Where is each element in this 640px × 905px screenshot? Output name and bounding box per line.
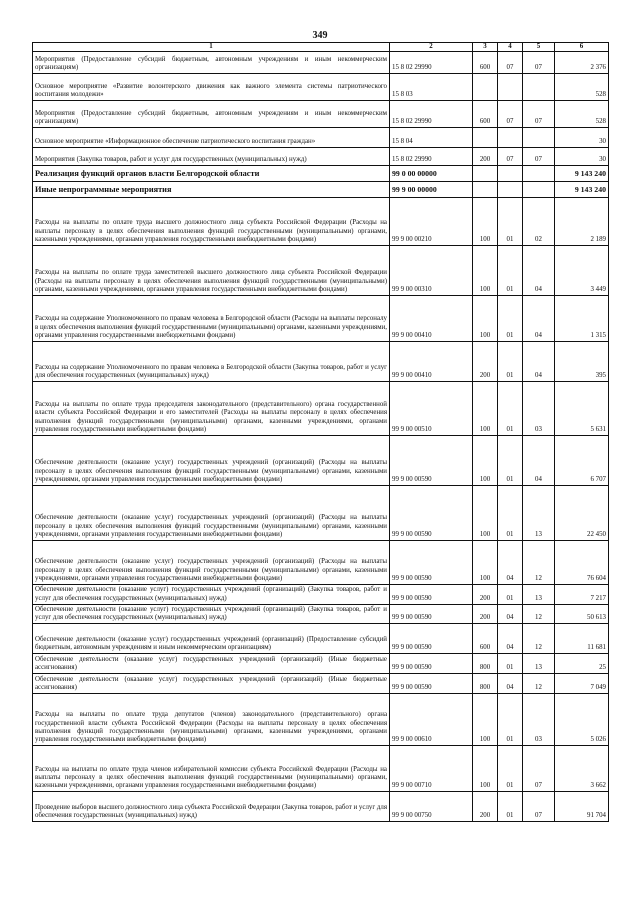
- row-target-code: 15 8 02 29990: [390, 148, 473, 166]
- row-expense-type: 600: [473, 624, 498, 654]
- row-amount: 22 450: [555, 486, 609, 541]
- row-amount: 7 217: [555, 585, 609, 605]
- table-row: [33, 52, 609, 74]
- row-subsection: 13: [523, 486, 555, 541]
- row-amount: 25: [555, 654, 609, 674]
- row-subsection: 04: [523, 296, 555, 342]
- row-subsection: 07: [523, 52, 555, 74]
- table-row: [33, 792, 609, 822]
- table-row: [33, 604, 609, 624]
- row-description: Расходы на содержание Уполномоченного по правам человека в Белгородской области (Расходы на выплаты персоналу в целях обеспечения выполнения функций государственными (муниципальными) органами, казенными учреждениями, органами управления государственными внебюджетными фондами): [33, 296, 390, 342]
- row-expense-type: 100: [473, 296, 498, 342]
- table-row: [33, 382, 609, 436]
- table-row: [33, 148, 609, 166]
- row-target-code: 99 9 00 00750: [390, 792, 473, 822]
- row-expense-type: 100: [473, 746, 498, 792]
- row-description: Обеспечение деятельности (оказание услуг) государственных учреждений (организаций) (Расходы на выплаты персоналу в целях обеспечения выполнения функций государственными (муниципальными) органами, казенными учреждениями, органами управления государственными внебюджетными фондами): [33, 436, 390, 486]
- row-description: Основное мероприятие «Развитие волонтерского движения как важного элемента системы патриотического воспитания молодежи»: [33, 74, 390, 101]
- row-target-code: 99 9 00 00590: [390, 486, 473, 541]
- row-target-code: 99 9 00 00590: [390, 654, 473, 674]
- table-row: [33, 624, 609, 654]
- row-subsection: 13: [523, 654, 555, 674]
- row-description: Расходы на выплаты по оплате труда депутатов (членов) законодательного (представительного) органа государственной власти субъекта Российской Федерации (Расходы на выплаты персоналу в целях обеспечения выполнения функций государственными (муниципальными) органами, казенными учреждениями, органами управления государственными внебюджетными фондами): [33, 694, 390, 746]
- row-section: 01: [498, 746, 523, 792]
- row-amount: 50 613: [555, 604, 609, 624]
- row-section: 01: [498, 585, 523, 605]
- row-target-code: 15 8 02 29990: [390, 101, 473, 128]
- row-target-code: 15 8 02 29990: [390, 52, 473, 74]
- table-body: [33, 52, 609, 822]
- table-row: [33, 101, 609, 128]
- row-expense-type: 200: [473, 342, 498, 382]
- row-amount: 3 449: [555, 246, 609, 296]
- row-section: 01: [498, 694, 523, 746]
- row-target-code: 99 9 00 00210: [390, 198, 473, 246]
- row-expense-type: 100: [473, 246, 498, 296]
- row-description: Обеспечение деятельности (оказание услуг) государственных учреждений (организаций) (Предоставление субсидий бюджетным, автономным учреждениям и иным некоммерческим организациям): [33, 624, 390, 654]
- header-col-1: 1: [33, 43, 390, 52]
- row-subsection: 03: [523, 694, 555, 746]
- row-expense-type: [473, 74, 498, 101]
- row-target-code: 99 9 00 00410: [390, 342, 473, 382]
- row-amount: 30: [555, 148, 609, 166]
- table-row: [33, 486, 609, 541]
- row-description: Обеспечение деятельности (оказание услуг) государственных учреждений (организаций) (Закупка товаров, работ и услуг для обеспечения государственных (муниципальных) нужд): [33, 585, 390, 605]
- row-description: Обеспечение деятельности (оказание услуг) государственных учреждений (организаций) (Расходы на выплаты персоналу в целях обеспечения выполнения функций государственными (муниципальными) органами, казенными учреждениями, органами управления государственными внебюджетными фондами): [33, 541, 390, 585]
- row-subsection: 12: [523, 604, 555, 624]
- row-target-code: 99 9 00 00590: [390, 585, 473, 605]
- row-description: Обеспечение деятельности (оказание услуг) государственных учреждений (организаций) (Иные бюджетные ассигнования): [33, 674, 390, 694]
- row-amount: 1 315: [555, 296, 609, 342]
- table-row: [33, 694, 609, 746]
- row-expense-type: 100: [473, 436, 498, 486]
- table-row: [33, 166, 609, 182]
- row-subsection: [523, 166, 555, 182]
- row-amount: 76 604: [555, 541, 609, 585]
- row-target-code: 99 9 00 00710: [390, 746, 473, 792]
- row-amount: 9 143 240: [555, 182, 609, 198]
- row-amount: 9 143 240: [555, 166, 609, 182]
- row-description: Мероприятия (Предоставление субсидий бюджетным, автономным учреждениям и иным некоммерческим организациям): [33, 101, 390, 128]
- row-description: Обеспечение деятельности (оказание услуг) государственных учреждений (организаций) (Иные бюджетные ассигнования): [33, 654, 390, 674]
- table-row: [33, 246, 609, 296]
- row-description: Реализация функций органов власти Белгородской области: [33, 166, 390, 182]
- row-section: 01: [498, 792, 523, 822]
- row-section: 01: [498, 296, 523, 342]
- row-target-code: 99 9 00 00510: [390, 382, 473, 436]
- row-section: 04: [498, 674, 523, 694]
- row-subsection: 07: [523, 148, 555, 166]
- row-section: 07: [498, 52, 523, 74]
- row-description: Расходы на содержание Уполномоченного по правам человека в Белгородской области (Закупка товаров, работ и услуг для обеспечения государственных (муниципальных) нужд): [33, 342, 390, 382]
- table-row: [33, 585, 609, 605]
- row-amount: 395: [555, 342, 609, 382]
- row-expense-type: 100: [473, 382, 498, 436]
- header-col-6: 6: [555, 43, 609, 52]
- row-subsection: 12: [523, 541, 555, 585]
- row-subsection: [523, 128, 555, 148]
- row-subsection: 12: [523, 674, 555, 694]
- row-section: 01: [498, 342, 523, 382]
- row-subsection: 12: [523, 624, 555, 654]
- row-section: 01: [498, 246, 523, 296]
- row-expense-type: [473, 166, 498, 182]
- row-expense-type: 200: [473, 604, 498, 624]
- row-section: [498, 182, 523, 198]
- budget-table: [32, 42, 609, 822]
- row-section: [498, 74, 523, 101]
- row-target-code: 99 9 00 00590: [390, 604, 473, 624]
- row-subsection: 07: [523, 746, 555, 792]
- row-description: Расходы на выплаты по оплате труда членов избирательной комиссии субъекта Российской Федерации (Расходы на выплаты персоналу в целях обеспечения выполнения функций государственными (муниципальными) органами, казенными учреждениями, органами управления государственными внебюджетными фондами): [33, 746, 390, 792]
- row-amount: 91 704: [555, 792, 609, 822]
- row-expense-type: [473, 128, 498, 148]
- table-row: [33, 182, 609, 198]
- table-row: [33, 296, 609, 342]
- row-section: 04: [498, 624, 523, 654]
- row-description: Расходы на выплаты по оплате труда председателя законодательного (представительного) органа государственной власти субъекта Российской Федерации и его заместителей (Расходы на выплаты персоналу в целях обеспечения выполнения функций государственными (муниципальными) органами, казенными учреждениями, органами управления государственными внебюджетными фондами): [33, 382, 390, 436]
- row-section: [498, 128, 523, 148]
- row-subsection: [523, 74, 555, 101]
- row-subsection: [523, 182, 555, 198]
- row-subsection: 02: [523, 198, 555, 246]
- row-amount: 3 662: [555, 746, 609, 792]
- row-amount: 5 631: [555, 382, 609, 436]
- row-expense-type: 200: [473, 148, 498, 166]
- table-header-row: [33, 43, 609, 52]
- row-expense-type: 800: [473, 654, 498, 674]
- row-description: Основное мероприятие «Информационное обеспечение патриотического воспитания граждан»: [33, 128, 390, 148]
- table-row: [33, 74, 609, 101]
- row-amount: 2 376: [555, 52, 609, 74]
- row-section: 04: [498, 604, 523, 624]
- table-row: [33, 654, 609, 674]
- row-subsection: 04: [523, 436, 555, 486]
- row-target-code: 15 8 03: [390, 74, 473, 101]
- row-target-code: 99 9 00 00610: [390, 694, 473, 746]
- row-expense-type: 200: [473, 792, 498, 822]
- row-target-code: 99 9 00 00000: [390, 182, 473, 198]
- row-description: Иные непрограммные мероприятия: [33, 182, 390, 198]
- header-col-2: 2: [390, 43, 473, 52]
- row-subsection: 07: [523, 792, 555, 822]
- row-section: 01: [498, 654, 523, 674]
- row-subsection: 04: [523, 246, 555, 296]
- row-amount: 30: [555, 128, 609, 148]
- row-description: Обеспечение деятельности (оказание услуг) государственных учреждений (организаций) (Закупка товаров, работ и услуг для обеспечения государственных (муниципальных) нужд): [33, 604, 390, 624]
- row-expense-type: 600: [473, 101, 498, 128]
- row-expense-type: 600: [473, 52, 498, 74]
- row-section: 07: [498, 148, 523, 166]
- row-amount: 7 049: [555, 674, 609, 694]
- row-amount: 6 707: [555, 436, 609, 486]
- row-section: 01: [498, 486, 523, 541]
- row-description: Мероприятия (Закупка товаров, работ и услуг для государственных (муниципальных) нужд): [33, 148, 390, 166]
- row-subsection: 07: [523, 101, 555, 128]
- row-expense-type: 800: [473, 674, 498, 694]
- row-section: [498, 166, 523, 182]
- row-description: Мероприятия (Предоставление субсидий бюджетным, автономным учреждениям и иным некоммерческим организациям): [33, 52, 390, 74]
- row-section: 01: [498, 198, 523, 246]
- page-number: 349: [312, 30, 328, 41]
- row-expense-type: 100: [473, 198, 498, 246]
- row-target-code: 15 8 04: [390, 128, 473, 148]
- table-row: [33, 342, 609, 382]
- header-col-3: 3: [473, 43, 498, 52]
- row-amount: 5 026: [555, 694, 609, 746]
- row-target-code: 99 9 00 00590: [390, 436, 473, 486]
- table-row: [33, 674, 609, 694]
- header-col-5: 5: [523, 43, 555, 52]
- row-description: Обеспечение деятельности (оказание услуг) государственных учреждений (организаций) (Расходы на выплаты персоналу в целях обеспечения выполнения функций государственными (муниципальными) органами, казенными учреждениями, органами управления государственными внебюджетными фондами): [33, 486, 390, 541]
- header-col-4: 4: [498, 43, 523, 52]
- row-expense-type: 100: [473, 694, 498, 746]
- row-amount: 528: [555, 101, 609, 128]
- row-section: 01: [498, 382, 523, 436]
- row-expense-type: 200: [473, 585, 498, 605]
- row-subsection: 13: [523, 585, 555, 605]
- row-subsection: 04: [523, 342, 555, 382]
- row-section: 04: [498, 541, 523, 585]
- row-expense-type: 100: [473, 541, 498, 585]
- row-description: Расходы на выплаты по оплате труда заместителей высшего должностного лица субъекта Российской Федерации (Расходы на выплаты персоналу в целях обеспечения выполнения функций государственными (муниципальными) органами, казенными учреждениями, органами управления государственными внебюджетными фондами): [33, 246, 390, 296]
- table-row: [33, 746, 609, 792]
- row-section: 07: [498, 101, 523, 128]
- row-subsection: 03: [523, 382, 555, 436]
- row-target-code: 99 9 00 00310: [390, 246, 473, 296]
- row-description: Расходы на выплаты по оплате труда высшего должностного лица субъекта Российской Федерации (Расходы на выплаты персоналу в целях обеспечения выполнения функций государственными (муниципальными) органами, казенными учреждениями, органами управления государственными внебюджетными фондами): [33, 198, 390, 246]
- table-row: [33, 128, 609, 148]
- table-row: [33, 198, 609, 246]
- table-row: [33, 541, 609, 585]
- row-target-code: 99 0 00 00000: [390, 166, 473, 182]
- row-amount: 528: [555, 74, 609, 101]
- row-target-code: 99 9 00 00590: [390, 624, 473, 654]
- table-row: [33, 436, 609, 486]
- row-target-code: 99 9 00 00410: [390, 296, 473, 342]
- row-target-code: 99 9 00 00590: [390, 541, 473, 585]
- row-amount: 2 189: [555, 198, 609, 246]
- row-target-code: 99 9 00 00590: [390, 674, 473, 694]
- row-expense-type: 100: [473, 486, 498, 541]
- row-section: 01: [498, 436, 523, 486]
- row-description: Проведение выборов высшего должностного лица субъекта Российской Федерации (Закупка товаров, работ и услуг для обеспечения государственных (муниципальных) нужд): [33, 792, 390, 822]
- row-amount: 11 681: [555, 624, 609, 654]
- row-expense-type: [473, 182, 498, 198]
